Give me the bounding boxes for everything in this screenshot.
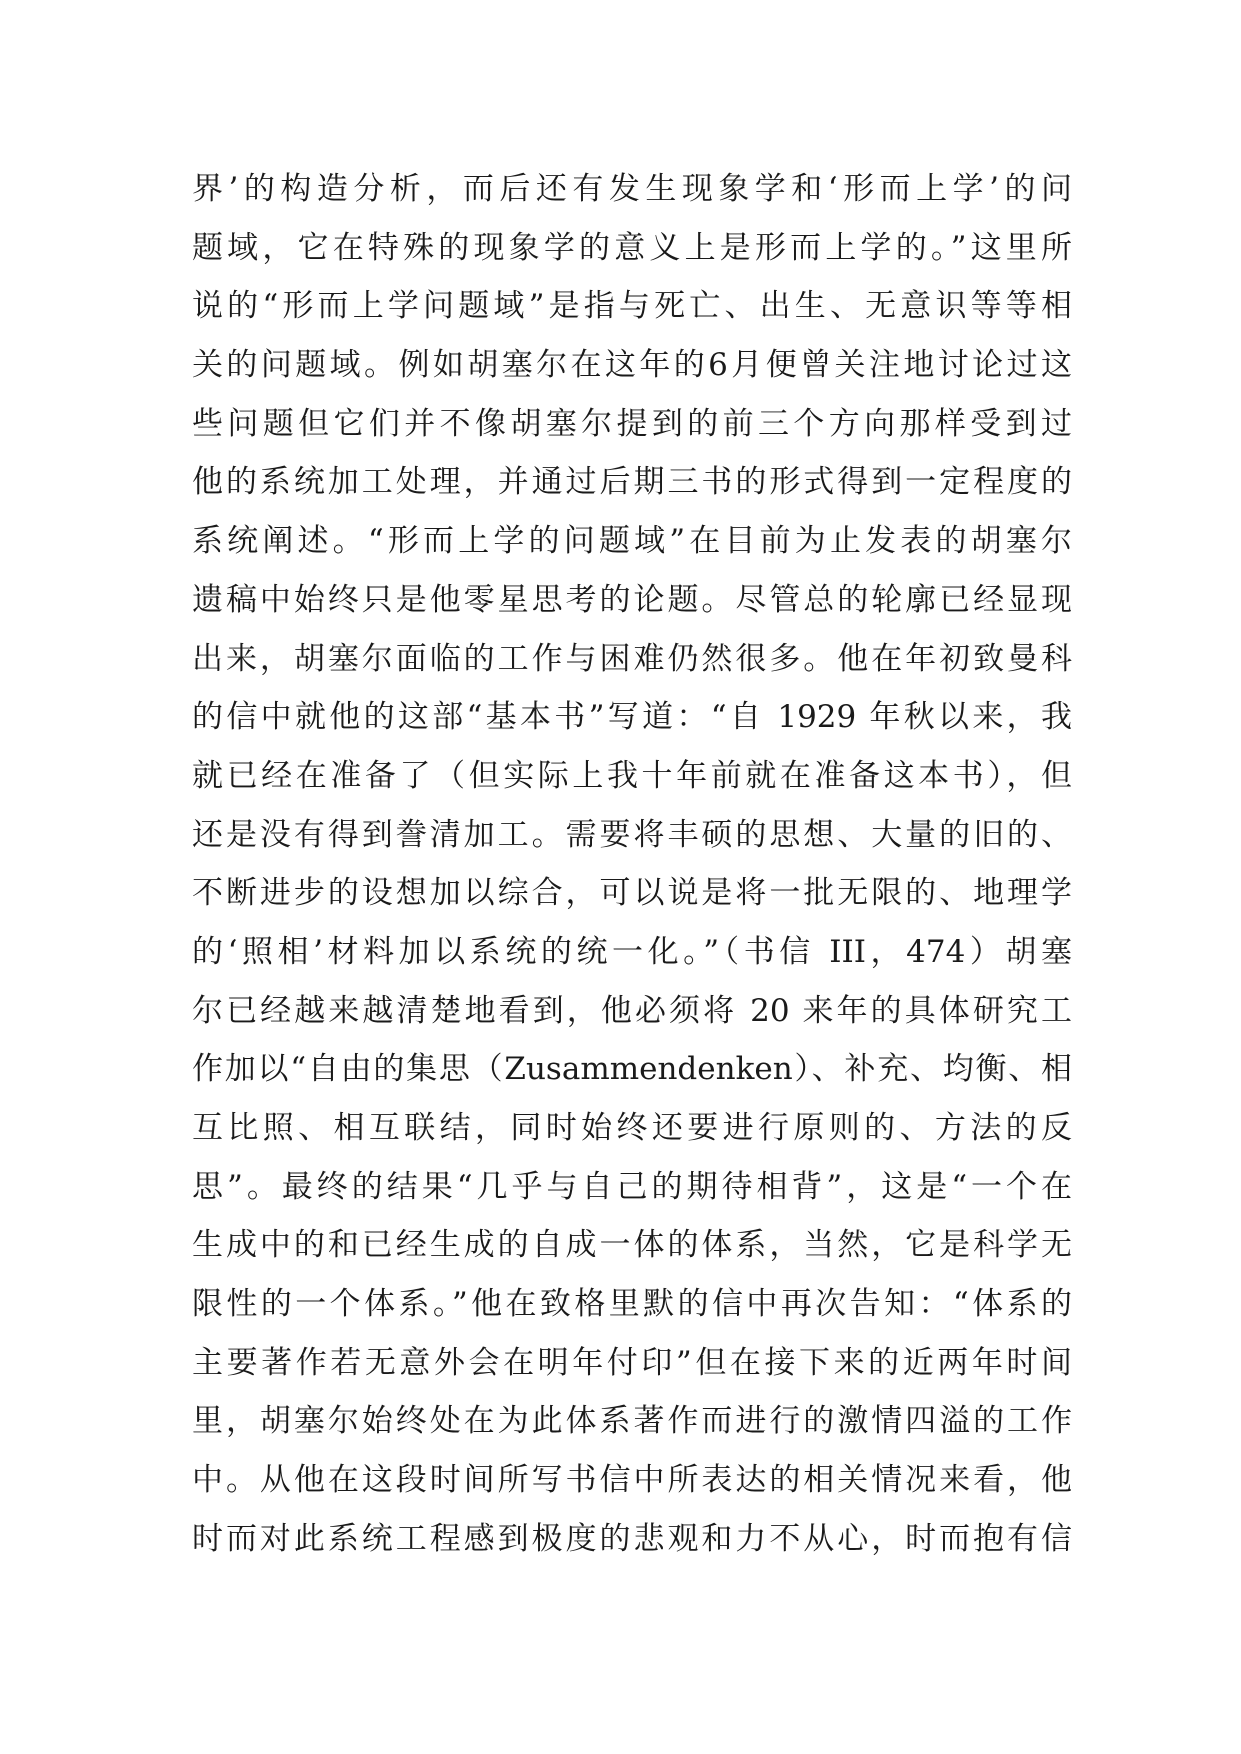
text-line: 互比照、相互联结，同时始终还要进行原则的、方法的反 xyxy=(192,1110,1072,1146)
text-line: 系统阐述。“形而上学的问题域”在目前为止发表的胡塞尔 xyxy=(192,523,1072,560)
text-line: 时而对此系统工程感到极度的悲观和力不从心，时而抱有信 xyxy=(192,1520,1072,1557)
text-line: 生成中的和已经生成的自成一体的体系，当然，它是科学无 xyxy=(192,1227,1072,1264)
text-line: 限性的一个体系。”他在致格里默的信中再次告知：“体系的 xyxy=(192,1286,1072,1323)
text-line: 的信中就他的这部“基本书”写道：“自 1929 年秋以来，我 xyxy=(192,699,1072,736)
text-line: 主要著作若无意外会在明年付印”但在接下来的近两年时间 xyxy=(192,1344,1072,1381)
text-line: 尔已经越来越清楚地看到，他必须将 20 来年的具体研究工 xyxy=(192,992,1072,1029)
text-line: 题域，它在特殊的现象学的意义上是形而上学的。”这里所 xyxy=(192,229,1072,266)
text-line: 不断进步的设想加以综合，可以说是将一批无限的、地理学 xyxy=(192,875,1072,912)
text-line: 作加以“自由的集思（Zusammendenken）、补充、均衡、相 xyxy=(192,1051,1072,1088)
text-line: 关的问题域。例如胡塞尔在这年的6月便曾关注地讨论过这 xyxy=(192,347,1072,384)
text-line: 还是没有得到誊清加工。需要将丰硕的思想、大量的旧的、 xyxy=(192,816,1072,853)
text-line: 界’的构造分析，而后还有发生现象学和‘形而上学’的问 xyxy=(192,171,1072,207)
text-line: 的‘照相’材料加以系统的统一化。”（书信 III，474）胡塞 xyxy=(192,933,1072,970)
text-line: 说的“形而上学问题域”是指与死亡、出生、无意识等等相 xyxy=(192,288,1072,325)
text-line: 里，胡塞尔始终处在为此体系著作而进行的激情四溢的工作 xyxy=(192,1403,1072,1440)
text-line: 就已经在准备了（但实际上我十年前就在准备这本书），但 xyxy=(192,757,1072,794)
body-text xyxy=(192,160,1072,1569)
text-line: 些问题但它们并不像胡塞尔提到的前三个方向那样受到过 xyxy=(192,405,1072,442)
text-line: 遗稿中始终只是他零星思考的论题。尽管总的轮廓已经显现 xyxy=(192,581,1072,618)
text-line: 出来，胡塞尔面临的工作与困难仍然很多。他在年初致曼科 xyxy=(192,640,1072,677)
text-line: 中。从他在这段时间所写书信中所表达的相关情况来看，他 xyxy=(192,1462,1072,1499)
text-line: 他的系统加工处理，并通过后期三书的形式得到一定程度的 xyxy=(192,464,1072,501)
text-line: 思”。最终的结果“几乎与自己的期待相背”，这是“一个在 xyxy=(192,1168,1072,1205)
